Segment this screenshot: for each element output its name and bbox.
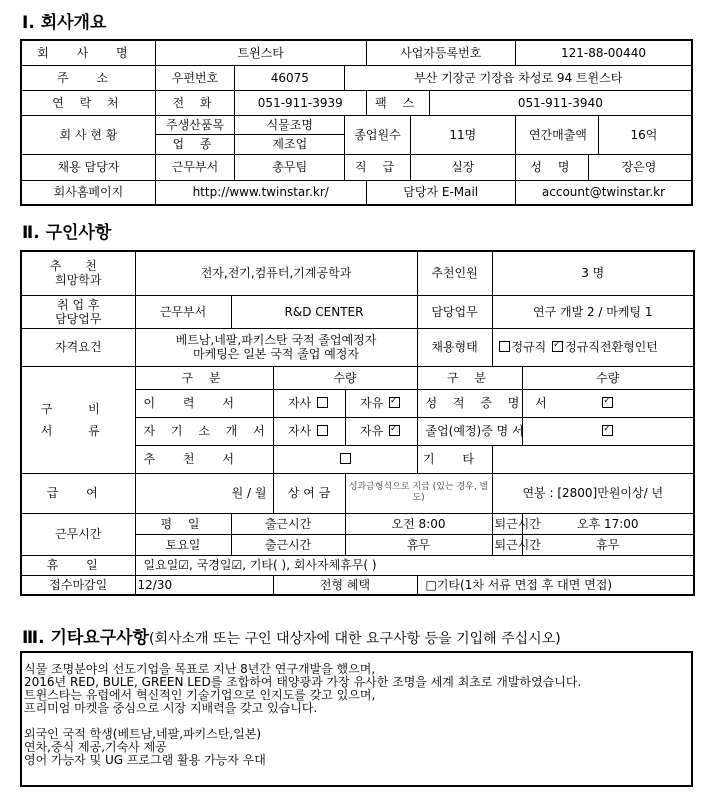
count-label: 추천인원 (417, 251, 492, 295)
regular-label: 정규직 (511, 340, 547, 354)
task: 연구 개발 2 / 마케팅 1 (492, 295, 694, 328)
position: 실장 (410, 154, 515, 180)
section-title-company: Ⅰ. 회사개요 (22, 13, 107, 33)
position-label: 직 급 (345, 154, 410, 180)
business-reg-label: 사업자등록번호 (366, 40, 515, 65)
qualification-line-2: 마케팅은 일본 국적 졸업 예정자 (193, 347, 359, 361)
duty-label-1: 취 업 후 (57, 297, 100, 312)
hr-contact-label: 채용 담당자 (21, 154, 155, 180)
resume-free-format[interactable] (345, 389, 417, 417)
pay-label: 급 여 (21, 473, 135, 513)
major-label-1: 추 천 (49, 259, 107, 274)
duty-label-2: 담당업무 (55, 311, 102, 326)
company-name-label: 회 사 명 (21, 40, 155, 65)
phone-label: 전 화 (155, 90, 234, 115)
major: 전자,전기,컴퓨터,기계공학과 (135, 251, 417, 295)
etc-line-5: 외국인 국적 학생(베트남,네팔,파키스탄,일본) (24, 727, 262, 741)
header-division-2: 구 분 (417, 366, 522, 389)
weekday-label: 평 일 (135, 513, 231, 534)
business-reg-number: 121-88-00440 (515, 40, 692, 65)
sales-value: 16억 (630, 127, 658, 142)
etc-line-1: 식물 조명분야의 선도기업을 목표로 지난 8년간 연구개발을 했으며, (24, 662, 376, 676)
etc-line-3: 트윈스타는 유럽에서 혁신적인 기술기업으로 인지도를 갖고 있으며, (24, 688, 376, 702)
zip-code: 46075 (235, 65, 345, 90)
graduation-checkbox[interactable] (602, 425, 613, 436)
documents-label-1: 구 비 (40, 401, 116, 416)
doc-resume: 이 력 서 (135, 389, 273, 417)
etc-requirements-box (20, 651, 693, 787)
major-label (21, 251, 135, 295)
employees-label: 종업원수 (345, 115, 410, 154)
section-title-etc (22, 623, 561, 648)
other-qty (492, 445, 694, 473)
section-title-etc-note: (회사소개 또는 구인 대상자에 대한 요구사항 등을 기입해 주십시오) (148, 631, 561, 647)
fax-number: 051-911-3940 (429, 90, 692, 115)
saturday-in: 휴무 (345, 534, 492, 555)
weekday-in: 오전 8:00 (345, 513, 492, 534)
sales (515, 115, 692, 154)
weekday-in-label: 출근시간 (231, 513, 345, 534)
regular-checkbox[interactable] (499, 341, 510, 352)
qualification-label: 자격요건 (21, 328, 135, 366)
person-name: 장은영 (621, 159, 657, 174)
intro-free-format[interactable] (345, 417, 417, 445)
recommendation-checkbox[interactable] (340, 453, 351, 464)
task-label: 담당업무 (417, 295, 492, 328)
header-qty: 수량 (273, 366, 417, 389)
saturday-label: 토요일 (135, 534, 231, 555)
resume-free-checkbox[interactable] (389, 397, 400, 408)
email[interactable]: account@twinstar.kr (515, 180, 692, 205)
recruit-table (20, 250, 695, 596)
company-format-label: 자사 (287, 396, 312, 410)
zip-label: 우편번호 (155, 65, 234, 90)
selection-method: □기타(1차 서류 면접 후 대면 면접) (417, 575, 694, 595)
product-label: 주생산품목 (155, 115, 234, 135)
dept: 총무팀 (235, 154, 345, 180)
documents-label-2: 서 류 (40, 423, 116, 438)
etc-line-7: 영어 가능자 및 UG 프로그램 활용 가능자 우대 (24, 753, 266, 767)
holiday-label: 휴 일 (21, 555, 135, 575)
doc-recommendation: 추 천 서 (135, 445, 273, 473)
weekday-out: 오후 17:00 (522, 513, 694, 534)
etc-line-4: 프리미엄 마켓을 중심으로 시장 지배력을 갖고 있습니다. (24, 701, 318, 715)
recommendation-qty[interactable] (273, 445, 417, 473)
intro-company-checkbox[interactable] (317, 425, 328, 436)
industry: 제조업 (235, 135, 345, 155)
header-division: 구 분 (135, 366, 273, 389)
product: 식물조명 (235, 115, 345, 135)
intern-checkbox[interactable] (552, 341, 563, 352)
address: 부산 기장군 기장읍 차성로 94 트윈스타 (345, 65, 692, 90)
weekday-out-label: 퇴근시간 (492, 513, 522, 534)
graduation-qty[interactable] (522, 417, 694, 445)
holiday: 일요일☑, 국경일☑, 기타( ), 회사자체휴무( ) (135, 555, 694, 575)
intro-free-checkbox[interactable] (389, 425, 400, 436)
saturday-in-label: 출근시간 (231, 534, 345, 555)
work-dept: R&D CENTER (231, 295, 417, 328)
free-format-label-2: 자유 (359, 424, 384, 438)
company-table (20, 39, 693, 206)
hours-label: 근무시간 (21, 513, 135, 555)
resume-company-checkbox[interactable] (317, 397, 328, 408)
company-name: 트윈스타 (155, 40, 366, 65)
address-label: 주 소 (21, 65, 155, 90)
employment-type-label: 채용형태 (417, 328, 492, 366)
duty-label (21, 295, 135, 328)
doc-self-intro: 자 기 소 개 서 (135, 417, 273, 445)
etc-line-2: 2016년 RED, BULE, GREEN LED를 조합하여 태양광과 가장 유사한 조명을 세계 최초로 개발하였습니다. (24, 675, 582, 689)
saturday-out: 휴무 (522, 534, 694, 555)
doc-other: 기 타 (417, 445, 492, 473)
dept-label: 근무부서 (155, 154, 234, 180)
company-format-label-2: 자사 (287, 424, 312, 438)
etc-line-6: 연차,중식 제공,기숙사 제공 (24, 740, 167, 754)
count: 3 명 (492, 251, 694, 295)
bonus-label: 상 여 금 (273, 473, 345, 513)
transcript-checkbox[interactable] (602, 397, 613, 408)
bonus-note: 성과금형식으로 지급 (있는 경우, 별도) (345, 473, 492, 513)
intro-company-format[interactable] (273, 417, 345, 445)
intern-label: 정규직전환형인턴 (565, 340, 658, 354)
fax-label: 팩 스 (366, 90, 429, 115)
doc-transcript: 성 적 증 명 서 (417, 389, 522, 417)
qualification-line-1: 베트남,네팔,파키스탄 국적 졸업예정자 (175, 333, 377, 347)
doc-graduation: 졸업(예정)증 명 서 (417, 417, 522, 445)
contact-label: 연 락 처 (21, 90, 155, 115)
employees: 11명 (410, 115, 515, 154)
section-title-etc-main: Ⅲ. 기타요구사항 (22, 628, 149, 648)
header-qty-2: 수량 (522, 366, 694, 389)
pay-unit: 원 / 월 (135, 473, 273, 513)
work-dept-label: 근무부서 (135, 295, 231, 328)
major-label-2: 희망학과 (55, 273, 102, 288)
qualification (135, 328, 417, 366)
selection-method-label: 전형 혜택 (273, 575, 417, 595)
industry-label: 업 종 (155, 135, 234, 155)
email-label: 담당자 E-Mail (366, 180, 515, 205)
annual-salary: 연봉 : [2800]만원이상/ 년 (492, 473, 694, 513)
deadline-label: 접수마감일 (21, 575, 135, 595)
free-format-label: 자유 (359, 396, 384, 410)
resume-company-format[interactable] (273, 389, 345, 417)
phone-number: 051-911-3939 (235, 90, 366, 115)
employment-type (492, 328, 694, 366)
deadline: 12/30 (135, 575, 273, 595)
person (515, 154, 692, 180)
homepage-url[interactable]: http://www.twinstar.kr/ (155, 180, 366, 205)
saturday-out-label: 퇴근시간 (492, 534, 522, 555)
sales-label: 연간매출액 (518, 116, 599, 154)
section-title-recruit: Ⅱ. 구인사항 (22, 223, 112, 243)
person-label: 성 명 (518, 155, 589, 180)
documents-label (21, 366, 135, 473)
homepage-label: 회사홈페이지 (21, 180, 155, 205)
company-status-label: 회 사 현 황 (21, 115, 155, 154)
